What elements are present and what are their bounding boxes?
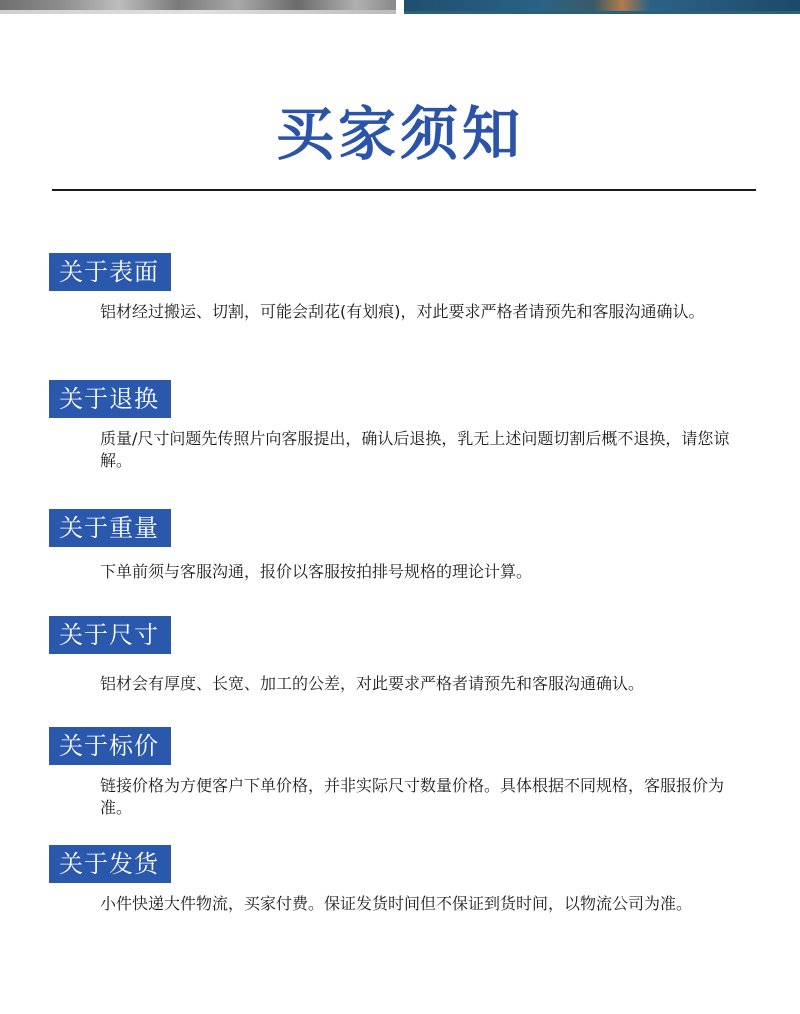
section-weight: [49, 509, 769, 583]
section-text: 铝材经过搬运、切割，可能会刮花(有划痕)，对此要求严格者请预先和客服沟通确认。: [100, 302, 705, 321]
section-text: 铝材会有厚度、长宽、加工的公差，对此要求严格者请预先和客服沟通确认。: [100, 674, 645, 693]
page-title: 买家须知: [275, 100, 524, 168]
section-text: 下单前须与客服沟通，报价以客服按拍排号规格的理论计算。: [100, 562, 533, 581]
section-heading: 关于退换: [49, 380, 171, 418]
section-heading: 关于重量: [49, 509, 171, 547]
section-shipping: [49, 845, 769, 915]
section-text: 质量/尺寸问题先传照片向客服提出，确认后退换，乳无上述问题切割后概不退换，请您谅解。: [100, 429, 730, 470]
section-surface: [49, 253, 769, 323]
section-heading: 关于尺寸: [49, 616, 171, 654]
section-text: 链接价格为方便客户下单价格，并非实际尺寸数量价格。具体根据不同规格，客服报价为准。: [100, 776, 725, 817]
section-heading: 关于发货: [49, 845, 171, 883]
section-heading: 关于表面: [49, 253, 171, 291]
section-heading: 关于标价: [49, 727, 171, 765]
section-size: [49, 616, 769, 695]
section-text: 小件快递大件物流，买家付费。保证发货时间但不保证到货时间，以物流公司为准。: [100, 894, 693, 913]
top-photo-strip: [0, 0, 800, 14]
aluminum-plate-photo: [404, 0, 800, 14]
section-returns: [49, 380, 769, 472]
section-pricing: [49, 727, 769, 819]
aluminum-rods-photo: [0, 0, 396, 14]
title-divider: [52, 189, 756, 191]
